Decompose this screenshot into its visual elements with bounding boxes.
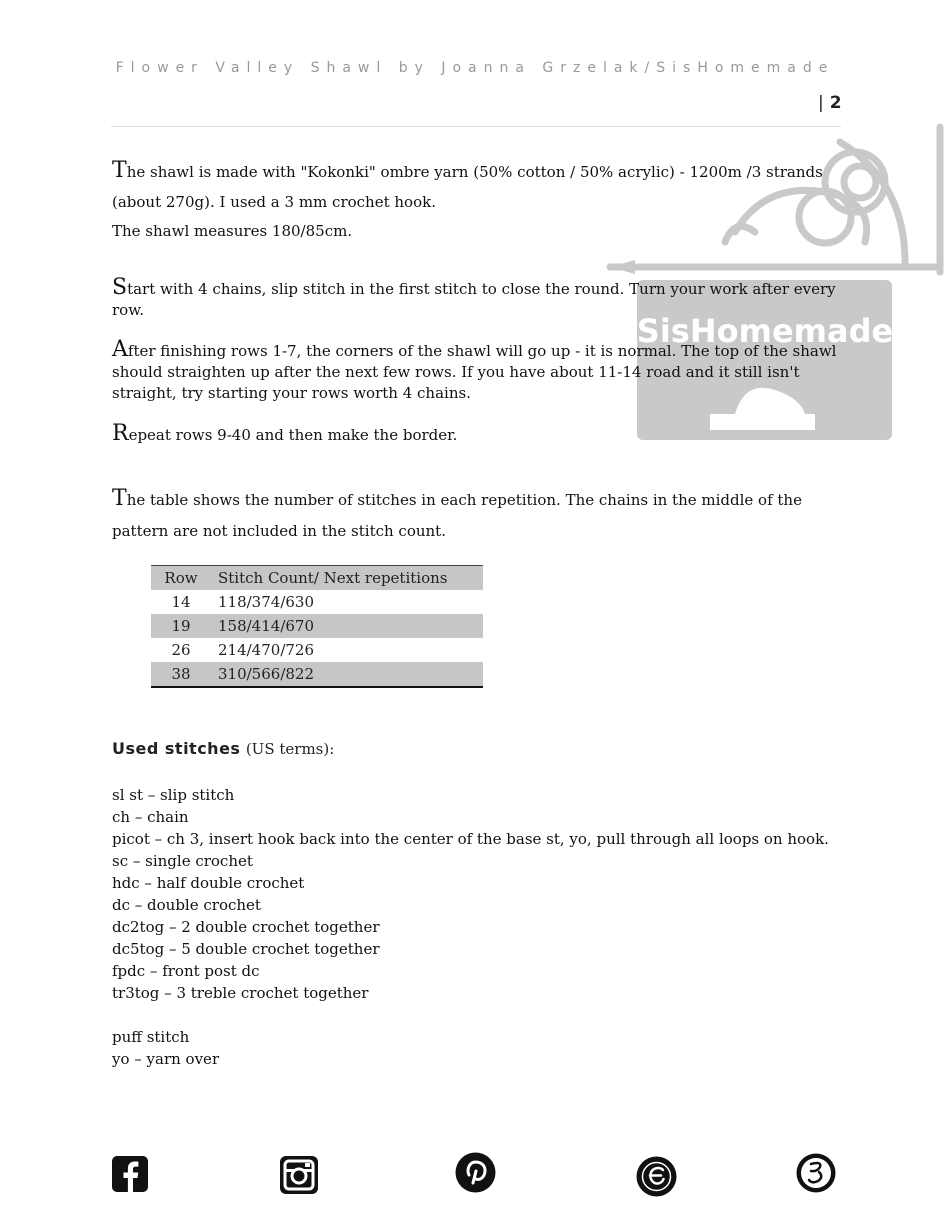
instagram-icon[interactable] [279,1155,319,1195]
table-cell-count: 158/414/670 [211,614,483,638]
table-cell-count: 310/566/822 [211,662,483,687]
sishomemade-icon[interactable] [796,1153,836,1193]
list-item: ch – chain [112,808,189,826]
intro-paragraph-yarn: The shawl is made with "Kokonki" ombre yarn (50% cotton / 50% acrylic) - 1200m /3 strands (about 270g). I used a 3 mm crochet hook. [112,158,823,211]
intro-paragraph-measures: The shawl measures 180/85cm. [112,222,353,240]
table-header-row [151,566,483,591]
list-item: picot – ch 3, insert hook back into the center of the base st, yo, pull through all loops on hook. [112,830,829,848]
table-cell-row: 19 [151,614,211,638]
intro-paragraph-table-note: The table shows the number of stitches in each repetition. The chains in the middle of the pattern are not included in the stitch count. [112,486,802,540]
list-item: tr3tog – 3 treble crochet together [112,984,369,1002]
stitch-count-table [151,565,483,688]
facebook-icon[interactable] [111,1155,149,1193]
list-item: fpdc – front post dc [112,962,260,980]
etsy-icon[interactable] [636,1156,677,1197]
used-stitches-heading: Used stitches (US terms): [112,739,335,758]
table-row [151,638,483,662]
list-item: dc2tog – 2 double crochet together [112,918,380,936]
table-row [151,662,483,687]
list-item: sc – single crochet [112,852,253,870]
table-row [151,614,483,638]
list-item: puff stitch [112,1028,190,1046]
intro-paragraph-corners: After finishing rows 1-7, the corners of the shawl will go up - it is normal. The top of the shawl should straighten up after the next few rows. If you have about 11-14 road and it still isn't straight, try starting your rows worth 4 chains. [112,337,837,402]
table-cell-row: 26 [151,638,211,662]
table-header-row-col: Row [151,566,211,591]
list-item: yo – yarn over [112,1050,220,1068]
document-header-title: Flower Valley Shawl by Joanna Grzelak/SisHomemade [115,60,835,76]
intro-paragraph-start: Start with 4 chains, slip stitch in the first stitch to close the round. Turn your work after every row. [112,275,836,319]
table-header-count-col: Stitch Count/ Next repetitions [211,566,483,591]
stitch-glossary-list [112,784,829,1070]
table-cell-count: 118/374/630 [211,590,483,614]
table-cell-row: 38 [151,662,211,687]
table-cell-count: 214/470/726 [211,638,483,662]
list-item: dc – double crochet [112,896,261,914]
list-item: sl st – slip stitch [112,786,235,804]
list-item: hdc – half double crochet [112,874,305,892]
pinterest-icon[interactable] [455,1152,496,1193]
list-item: dc5tog – 5 double crochet together [112,940,380,958]
svg-text:SisHomemade: SisHomemade [636,312,894,350]
table-cell-row: 14 [151,590,211,614]
page-number: | 2 [818,93,842,113]
intro-paragraph-repeat: Repeat rows 9-40 and then make the border. [112,421,458,446]
table-row [151,590,483,614]
